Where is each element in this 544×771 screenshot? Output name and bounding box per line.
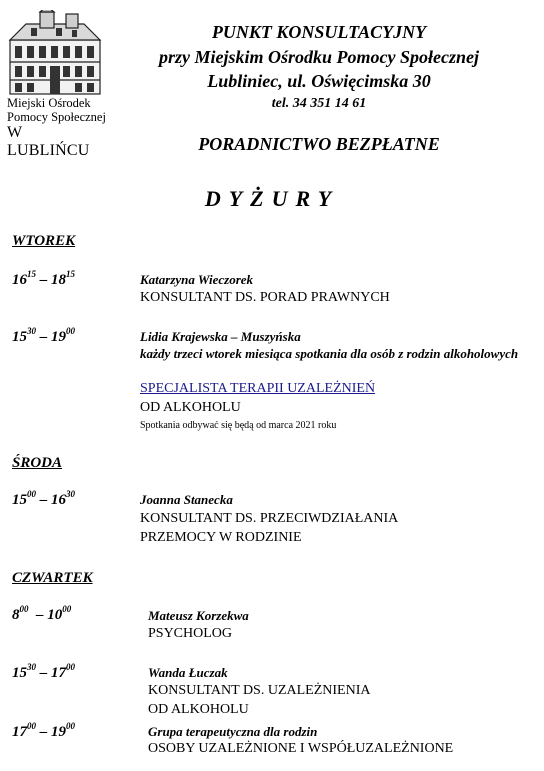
specialist-link[interactable]: SPECJALISTA TERAPII UZALEŻNIEŃ — [140, 381, 376, 396]
header-phone: tel. 34 351 14 61 — [271, 96, 367, 111]
consultant-name: Wanda Łuczak — [148, 665, 228, 680]
logo-text-line2: Pomocy Społecznej — [7, 110, 106, 124]
time-slot: $8^{00} - 10^{00}$ — [12, 604, 72, 623]
consultant-role: KONSULTANT DS. PORAD PRAWNYCH — [140, 290, 390, 305]
consultant-role: KONSULTANT DS. PRZECIWDZIAŁANIA — [140, 511, 399, 526]
day-heading-tuesday: WTOREK — [12, 233, 76, 249]
building-logo-icon — [6, 10, 104, 96]
consultant-role: OD ALKOHOLU — [148, 702, 249, 717]
header-subtitle: PORADNICTWO BEZPŁATNE — [198, 134, 440, 154]
logo-text-line3: W LUBLIŃCU — [7, 124, 90, 159]
day-heading-wednesday: ŚRODA — [12, 455, 63, 471]
group-target: OSOBY UZALEŻNIONE I WSPÓŁUZALEŻNIONE — [148, 741, 454, 756]
header-line1: PUNKT KONSULTACYJNY — [211, 22, 427, 42]
consultant-role: OD ALKOHOLU — [140, 400, 241, 415]
consultant-name: Joanna Stanecka — [140, 492, 233, 507]
consultant-role: PRZEMOCY W RODZINIE — [140, 530, 302, 545]
group-name: Grupa terapeutyczna dla rodzin — [148, 724, 318, 739]
meeting-note: każdy trzeci wtorek miesiąca spotkania dla osób z rodzin alkoholowych — [140, 346, 519, 361]
page-title: DYŻURY — [204, 186, 340, 211]
meeting-start-info: Spotkania odbywać się będą od marca 2021 roku — [140, 420, 337, 431]
consultant-role: PSYCHOLOG — [148, 626, 233, 641]
consultant-name: Mateusz Korzekwa — [148, 608, 249, 623]
consultant-role: KONSULTANT DS. UZALEŻNIENIA — [148, 683, 371, 698]
logo — [6, 10, 106, 160]
consultant-name: Lidia Krajewska – Muszyńska — [140, 329, 301, 344]
time-slot: $16^{15} - 18^{15}$ — [12, 269, 75, 288]
time-slot: $17^{00} - 19^{00}$ — [12, 721, 75, 740]
consultant-name: Katarzyna Wieczorek — [140, 272, 254, 287]
time-slot: $15^{30} - 19^{00}$ — [12, 326, 75, 345]
time-slot: $15^{00} - 16^{30}$ — [12, 489, 75, 508]
time-slot: $15^{30} - 17^{00}$ — [12, 662, 75, 681]
logo-text-line1: Miejski Ośrodek — [7, 96, 91, 110]
day-heading-thursday: CZWARTEK — [12, 570, 93, 586]
header-line3: Lubliniec, ul. Oświęcimska 30 — [207, 71, 431, 91]
header-line2: przy Miejskim Ośrodku Pomocy Społecznej — [159, 47, 479, 67]
